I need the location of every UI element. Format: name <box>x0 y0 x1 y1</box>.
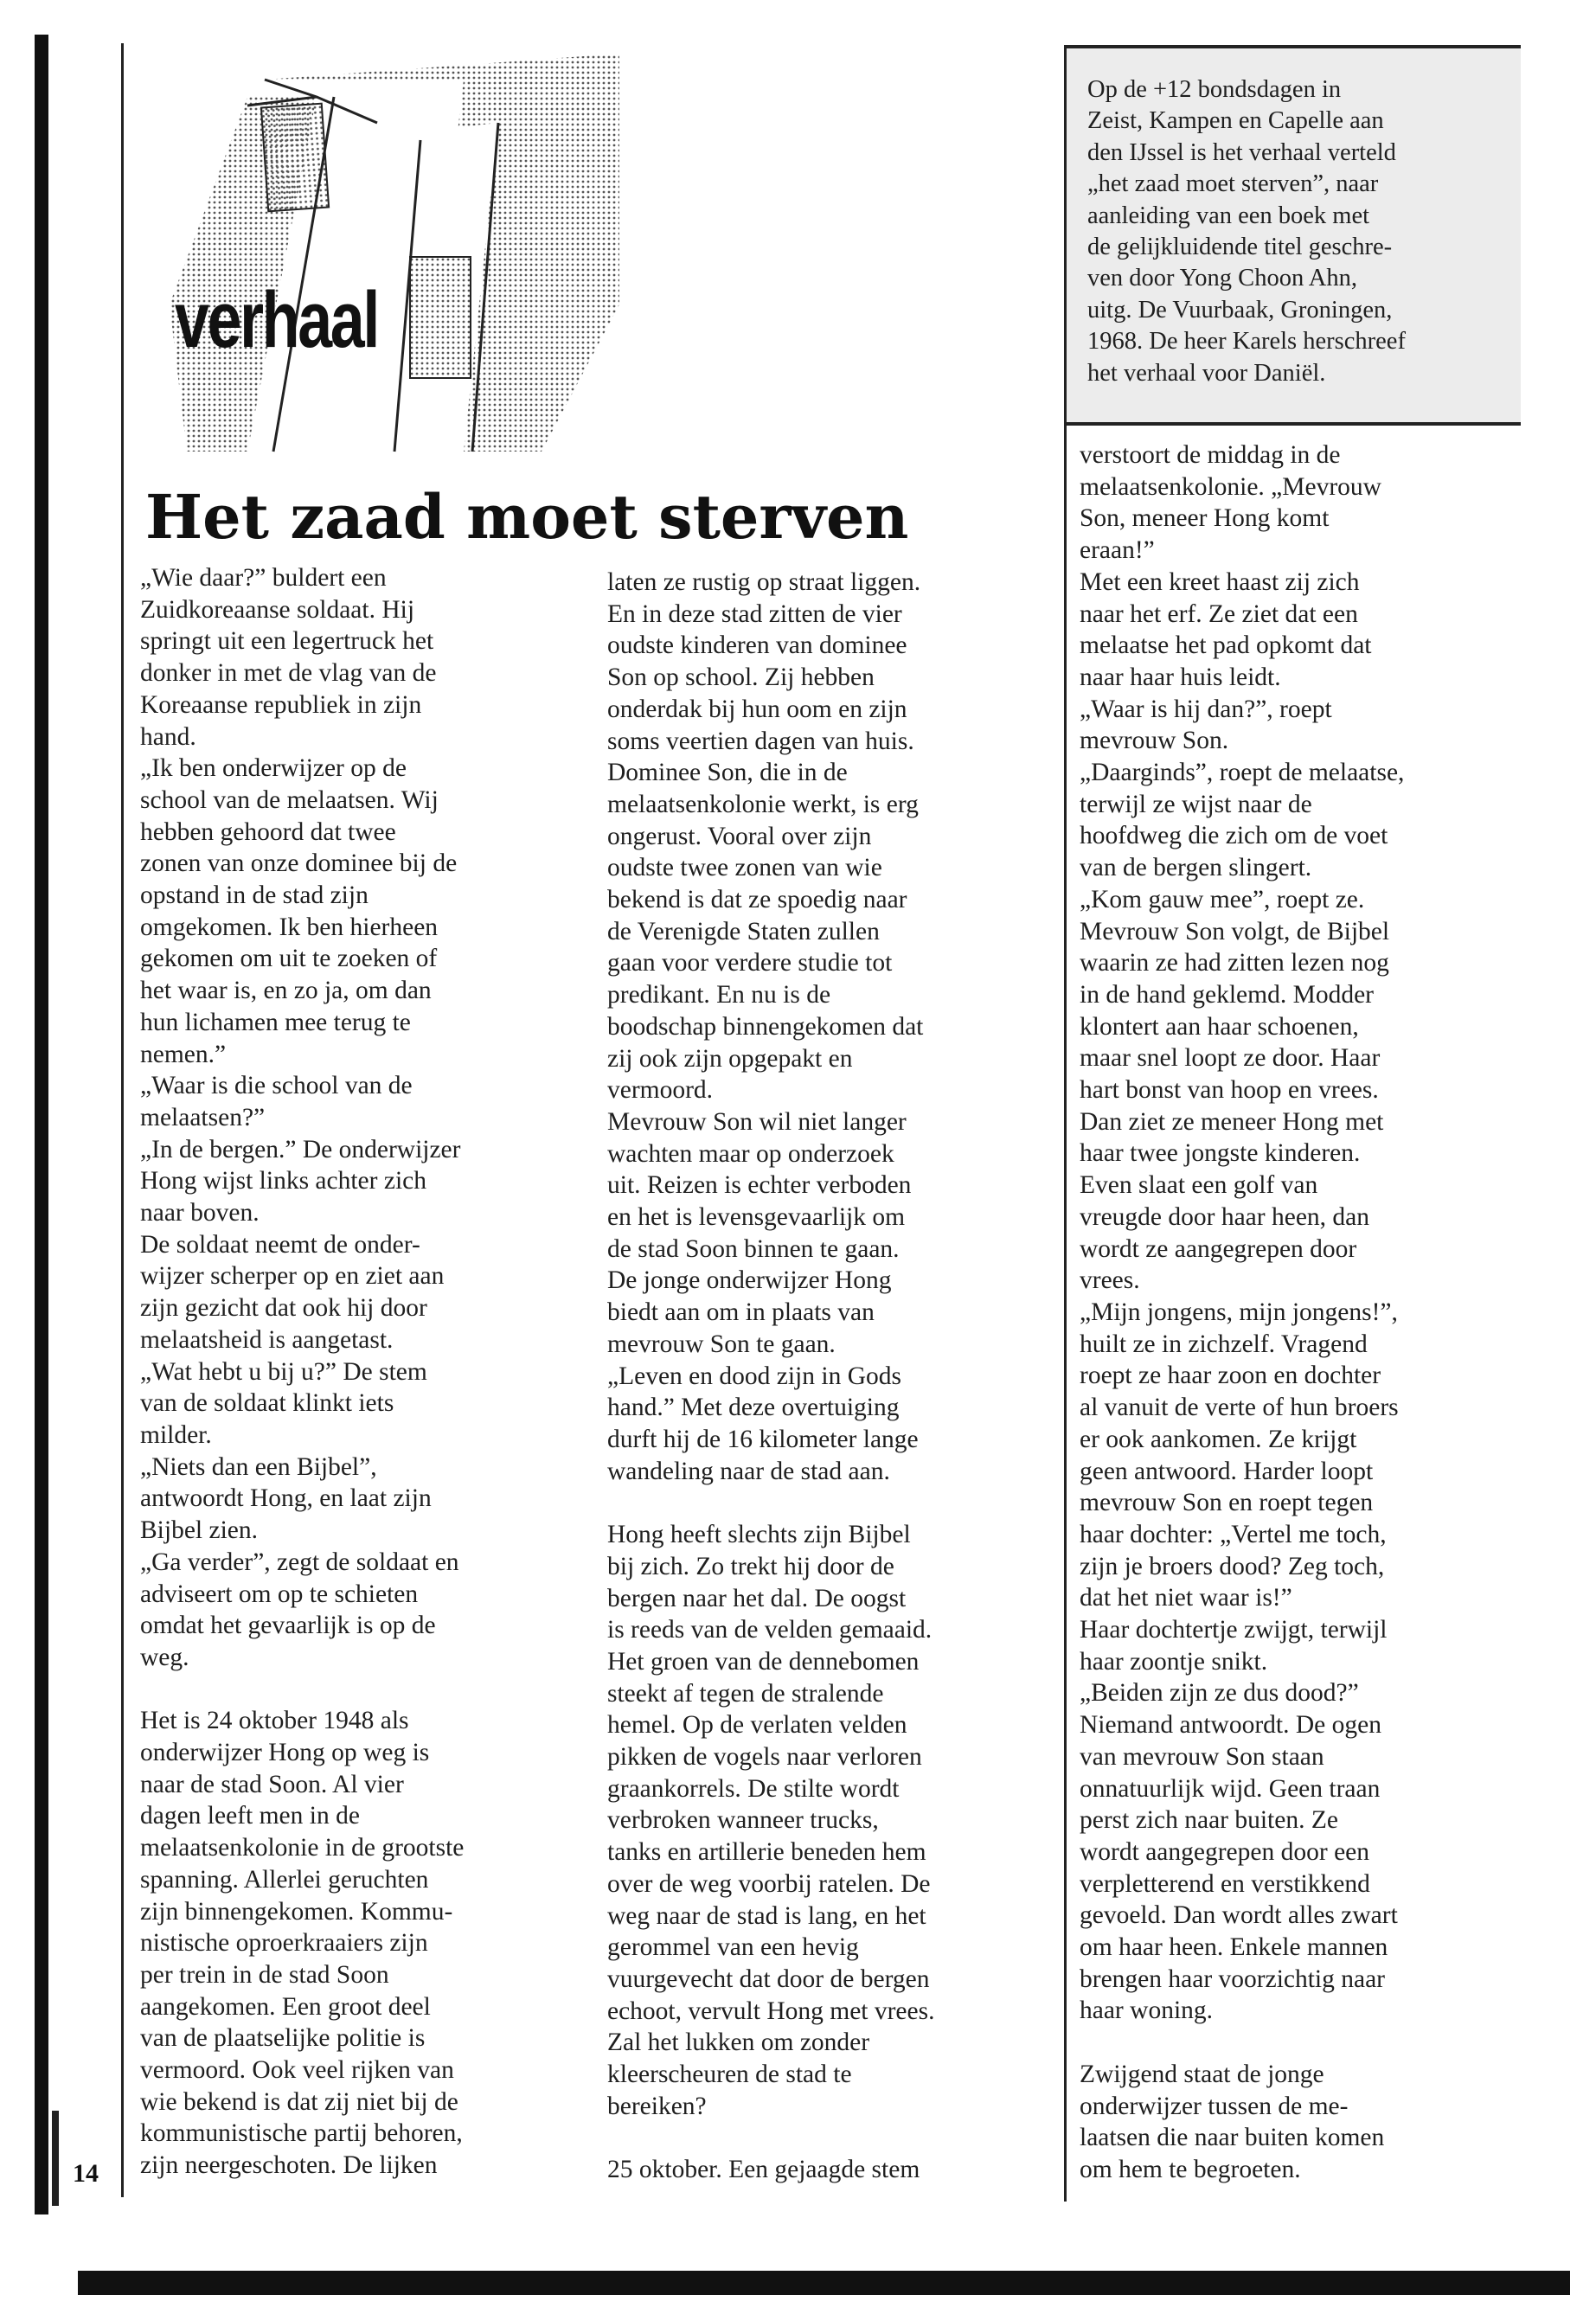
column-rule-right <box>1064 420 1067 2202</box>
article-column-1: „Wie daar?” buldert een Zuidkoreaanse soldaat. Hij springt uit een legertruck het donker in met de vlag van de Koreaanse republiek in zijn hand. „Ik ben onderwijzer op de school van de melaatsen. Wij hebben gehoord dat twee zonen van onze dominee bij de opstand in de stad zijn omgekomen. Ik ben hierheen gekomen om uit te zoeken of het waar is, en zo ja, om dan hun lichamen mee terug te nemen.” „Waar is die school van de melaatsen?” „In de bergen.” De onderwijzer Hong wijst links achter zich naar boven. De soldaat neemt de onder- wijzer scherper op en ziet aan zijn gezicht dat ook hij door melaatsheid is aangetast. „Wat hebt u bij u?” De stem van de soldaat klinkt iets milder. „Niets dan een Bijbel”, antwoordt Hong, en laat zijn Bijbel zien. „Ga verder”, zegt de soldaat en adviseert om op te schieten omdat het gevaarlijk is op de weg. Het is 24 oktober 1948 als onderwijzer Hong op weg is naar de stad Soon. Al vier dagen leeft men in de melaatsenkolonie in de grootste spanning. Allerlei geruchten zijn binnengekomen. Kommu- nistische oproerkraaiers zijn per trein in de stad Soon aangekomen. Een groot deel van de plaatselijke politie is vermoord. Ook veel rijken van wie bekend is dat zij niet bij de kommunistische partij behoren, zijn neergeschoten. De lijken <box>140 564 465 2180</box>
verhaal-logo-graphic <box>135 45 619 460</box>
section-label: verhaal <box>175 276 378 364</box>
intro-box: Op de +12 bondsdagen in Zeist, Kampen en Capelle aan den IJssel is het verhaal verteld „het zaad moet sterven”, naar aanleiding van een boek met de gelijkluidende titel geschre- ven door Yong Choon Ahn, uitg. De Vuurbaak, Groningen, 1968. De heer Karels herschreef het verhaal voor Daniël. <box>1064 45 1521 426</box>
binding-edge-mark <box>52 2111 59 2206</box>
column-rule-left <box>121 43 124 2197</box>
article-title: Het zaad moet sterven <box>145 481 909 553</box>
article-column-2: laten ze rustig op straat liggen. En in deze stad zitten de vier oudste kinderen van dominee Son op school. Zij hebben onderdak bij hun oom en zijn soms veertien dagen van huis. Dominee Son, die in de melaatsenkolonie werkt, is erg ongerust. Vooral over zijn oudste twee zonen van wie bekend is dat ze spoedig naar de Verenigde Staten zullen gaan voor verdere studie tot predikant. En nu is de boodschap binnengekomen dat zij ook zijn opgepakt en vermoord. Mevrouw Son wil niet langer wachten maar op onderzoek uit. Reizen is echter verboden en het is levensgevaarlijk om de stad Soon binnen te gaan. De jonge onderwijzer Hong biedt aan om in plaats van mevrouw Son te gaan. „Leven en dood zijn in Gods hand.” Met deze overtuiging durft hij de 16 kilometer lange wandeling naar de stad aan. Hong heeft slechts zijn Bijbel bij zich. Zo trekt hij door de bergen naar het dal. De oogst is reeds van de velden gemaaid. Het groen van de dennebomen steekt af tegen de stralende hemel. Op de verlaten velden pikken de vogels naar verloren graankorrels. De stilte wordt verbroken wanneer trucks, tanks en artillerie beneden hem over de weg voorbij ratelen. De weg naar de stad is lang, en het gerommel van een hevig vuurgevecht dat door de bergen echoot, vervult Hong met vrees. Zal het lukken om zonder kleerscheuren de stad te bereiken? 25 oktober. Een gejaagde stem <box>607 568 935 2184</box>
page-bottom-bar <box>78 2271 1570 2295</box>
binding-edge <box>35 35 48 2214</box>
article-column-3: verstoort de middag in de melaatsenkolonie. „Mevrouw Son, meneer Hong komt eraan!” Met een kreet haast zij zich naar het erf. Ze ziet dat een melaatse het pad opkomt dat naar haar huis leidt. „Waar is hij dan?”, roept mevrouw Son. „Daarginds”, roept de melaatse, terwijl ze wijst naar de hoofdweg die zich om de voet van de bergen slingert. „Kom gauw mee”, roept ze. Mevrouw Son volgt, de Bijbel waarin ze had zitten lezen nog in de hand geklemd. Modder klontert aan haar schoenen, maar snel loopt ze door. Haar hart bonst van hoop en vrees. Dan ziet ze meneer Hong met haar twee jongste kinderen. Even slaat een golf van vreugde door haar heen, dan wordt ze aangegrepen door vrees. „Mijn jongens, mijn jongens!”, huilt ze in zichzelf. Vragend roept ze haar zoon en dochter al vanuit de verte of hun broers er ook aankomen. Ze krijgt geen antwoord. Harder loopt mevrouw Son en roept tegen haar dochter: „Vertel me toch, zijn je broers dood? Zeg toch, dat het niet waar is!” Haar dochtertje zwijgt, terwijl haar zoontje snikt. „Beiden zijn ze dus dood?” Niemand antwoordt. De ogen van mevrouw Son staan onnatuurlijk wijd. Geen traan perst zich naar buiten. Ze wordt aangegrepen door een verpletterend en verstikkend gevoeld. Dan wordt alles zwart om haar heen. Enkele mannen brengen haar voorzichtig naar haar woning. Zwijgend staat de jonge onderwijzer tussen de me- laatsen die naar buiten komen om hem te begroeten. <box>1080 441 1405 2183</box>
page-number: 14 <box>73 2159 99 2188</box>
